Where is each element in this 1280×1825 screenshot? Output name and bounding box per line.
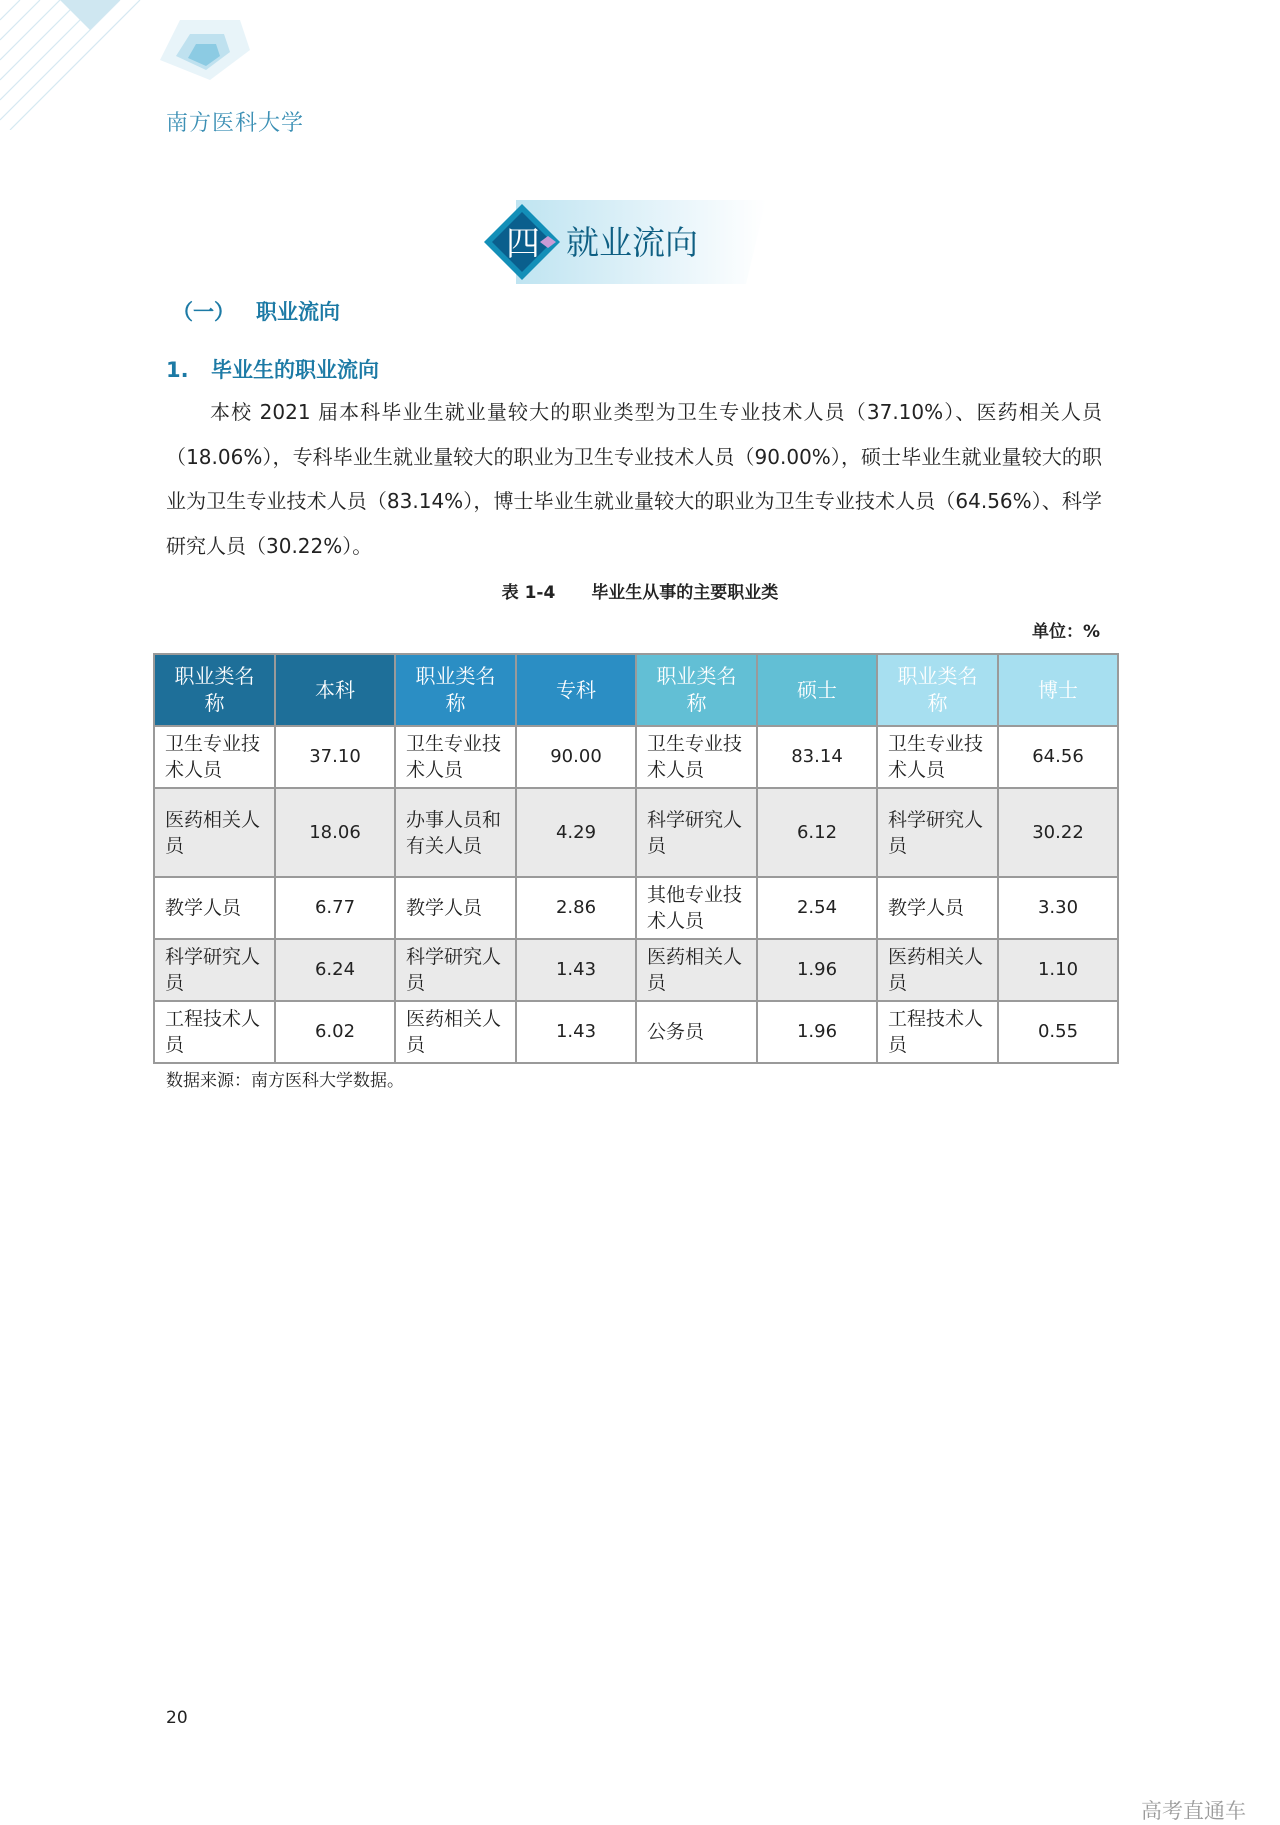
table-cell: 卫生专业技术人员: [877, 726, 998, 788]
table-cell: 卫生专业技术人员: [636, 726, 757, 788]
table-cell: 2.86: [516, 877, 636, 939]
table-cell: 6.02: [275, 1001, 395, 1063]
subsection-title: 毕业生的职业流向: [211, 358, 379, 382]
table-cell: 83.14: [757, 726, 877, 788]
table-header-row: [154, 654, 1118, 726]
table-cell: 教学人员: [395, 877, 516, 939]
table-cell: 30.22: [998, 788, 1118, 877]
university-name: 南方医科大学: [166, 111, 305, 136]
table-caption: [0, 578, 1280, 603]
section-number: （一）: [172, 300, 235, 324]
table-caption-title: 毕业生从事的主要职业类: [591, 583, 779, 603]
table-cell: 教学人员: [154, 877, 275, 939]
table-row: [154, 877, 1118, 939]
occupation-table: [153, 653, 1119, 1064]
table-cell: 教学人员: [877, 877, 998, 939]
header-occupation-college: 职业类名称: [395, 654, 516, 726]
table-source-note: 数据来源：南方医科大学数据。: [166, 1071, 404, 1091]
section-title: 职业流向: [256, 300, 340, 324]
table-row: [154, 939, 1118, 1001]
table-cell: 医药相关人员: [395, 1001, 516, 1063]
table-cell: 医药相关人员: [154, 788, 275, 877]
header-occupation-master: 职业类名称: [636, 654, 757, 726]
table-cell: 卫生专业技术人员: [154, 726, 275, 788]
table-cell: 科学研究人员: [395, 939, 516, 1001]
page-number: 20: [166, 1708, 188, 1728]
table-cell: 1.43: [516, 1001, 636, 1063]
chapter-banner: [476, 200, 766, 284]
table-cell: 0.55: [998, 1001, 1118, 1063]
section-heading: [172, 296, 340, 326]
table-row: [154, 1001, 1118, 1063]
chapter-number: 四: [506, 224, 540, 264]
table-cell: 64.56: [998, 726, 1118, 788]
table-row: [154, 788, 1118, 877]
table-cell: 科学研究人员: [877, 788, 998, 877]
body-paragraph: 本校 2021 届本科毕业生就业量较大的职业类型为卫生专业技术人员（37.10%）、医药相关人员（18.06%），专科毕业生就业量较大的职业为卫生专业技术人员（90.00%），硕士毕业生就业量较大的职业为卫生专业技术人员（83.14%），博士毕业生就业量较大的职业为卫生专业技术人员（64.56%）、科学研究人员（30.22%）。: [166, 400, 1102, 558]
table-cell: 1.43: [516, 939, 636, 1001]
table-cell: 1.10: [998, 939, 1118, 1001]
table-cell: 6.24: [275, 939, 395, 1001]
table-cell: 公务员: [636, 1001, 757, 1063]
table-cell: 90.00: [516, 726, 636, 788]
table-cell: 37.10: [275, 726, 395, 788]
table-cell: 工程技术人员: [154, 1001, 275, 1063]
table-cell: 工程技术人员: [877, 1001, 998, 1063]
table-cell: 1.96: [757, 1001, 877, 1063]
header-occupation-doctor: 职业类名称: [877, 654, 998, 726]
header-undergrad: 本科: [275, 654, 395, 726]
table-cell: 18.06: [275, 788, 395, 877]
table-cell: 3.30: [998, 877, 1118, 939]
table-cell: 办事人员和有关人员: [395, 788, 516, 877]
table-cell: 卫生专业技术人员: [395, 726, 516, 788]
table-row: [154, 726, 1118, 788]
table-cell: 科学研究人员: [636, 788, 757, 877]
subsection-number: 1.: [166, 358, 189, 382]
header-college: 专科: [516, 654, 636, 726]
table-cell: 科学研究人员: [154, 939, 275, 1001]
table-caption-number: 表 1-4: [501, 583, 556, 603]
header-master: 硕士: [757, 654, 877, 726]
table-unit-label: 单位：%: [1031, 622, 1100, 642]
subsection-heading: [166, 354, 379, 384]
table-cell: 医药相关人员: [636, 939, 757, 1001]
table-cell: 6.12: [757, 788, 877, 877]
table-cell: 医药相关人员: [877, 939, 998, 1001]
table-cell: 2.54: [757, 877, 877, 939]
chapter-title: 就业流向: [566, 223, 698, 262]
table-cell: 1.96: [757, 939, 877, 1001]
table-cell: 4.29: [516, 788, 636, 877]
table-cell: 其他专业技术人员: [636, 877, 757, 939]
table-cell: 6.77: [275, 877, 395, 939]
watermark-text: 高考直通车: [1141, 1799, 1246, 1823]
header-occupation-undergrad: 职业类名称: [154, 654, 275, 726]
header-doctor: 博士: [998, 654, 1118, 726]
